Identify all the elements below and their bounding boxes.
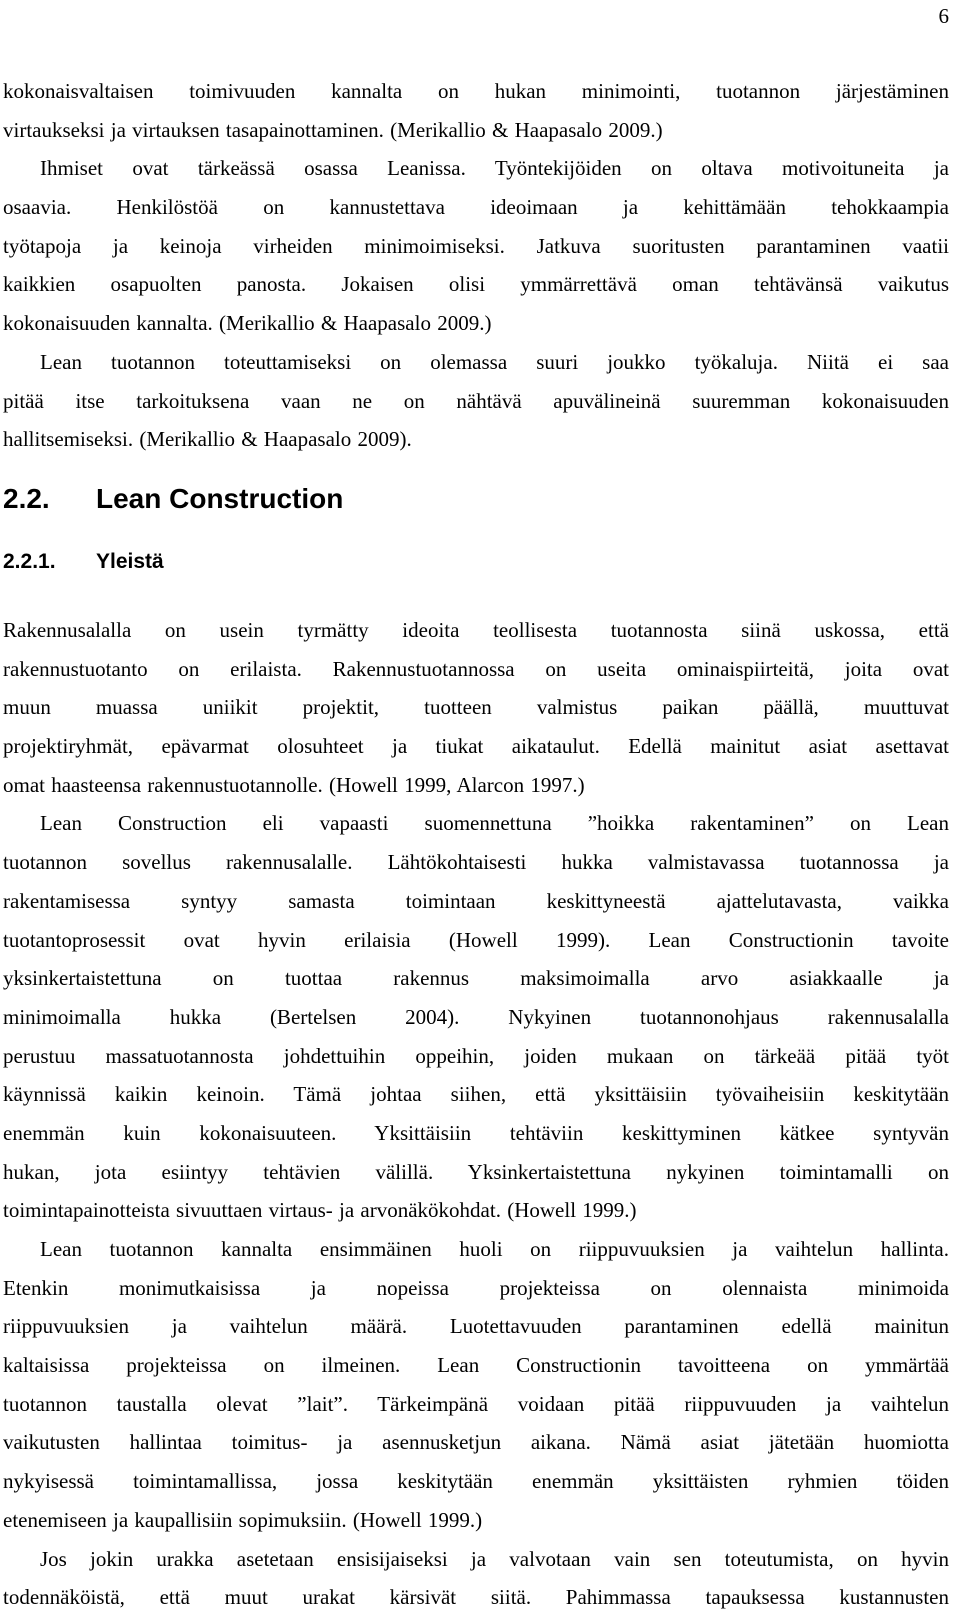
intro-paragraphs: [3, 72, 949, 459]
section-heading: [3, 483, 343, 515]
text-line: Lean Construction eli vapaasti suomennettuna ”hoikka rakentaminen” on Lean: [40, 811, 949, 836]
text-line: etenemiseen ja kaupallisiin sopimuksiin. (Howell 1999.): [3, 1507, 483, 1532]
section-number: 2.2.: [3, 483, 50, 514]
text-line: työtapoja ja keinoja virheiden minimoimiseksi. Jatkuva suoritusten parantaminen vaatii: [3, 233, 949, 258]
subsection-title: Yleistä: [96, 550, 164, 573]
page-number: 6: [938, 4, 949, 28]
text-line: kokonaisuuden kannalta. (Merikallio & Haapasalo 2009.): [3, 311, 492, 336]
text-line: minimoimalla hukka (Bertelsen 2004). Nykyinen tuotannonohjaus rakennusalalla: [3, 1004, 949, 1029]
text-line: projektiryhmät, epävarmat olosuhteet ja tiukat aikataulut. Edellä mainitut asiat asettavat: [3, 734, 949, 759]
text-line: Etenkin monimutkaisissa ja nopeissa projekteissa on olennaista minimoida: [3, 1275, 949, 1300]
text-line: rakentamisessa syntyy samasta toimintaan keskittyneestä ajattelutavasta, vaikka: [3, 888, 949, 913]
text-line: tuotantoprosessit ovat hyvin erilaisia (Howell 1999). Lean Constructionin tavoite: [3, 927, 949, 952]
text-line: vaikutusten hallintaa toimitus- ja asennusketjun aikana. Nämä asiat jätetään huomiotta: [3, 1430, 949, 1455]
text-line: hukan, jota esiintyy tehtävien välillä. Yksinkertaistettuna nykyinen toimintamalli on: [3, 1159, 949, 1184]
text-line: omat haasteensa rakennustuotannolle. (Howell 1999, Alarcon 1997.): [3, 772, 585, 797]
text-line: osaavia. Henkilöstöä on kannustettava ideoimaan ja kehittämään tehokkaampia: [3, 195, 949, 220]
text-line: virtaukseksi ja virtauksen tasapainottaminen. (Merikallio & Haapasalo 2009.): [3, 117, 663, 142]
text-line: yksinkertaistettuna on tuottaa rakennus maksimoimalla arvo asiakkaalle ja: [3, 966, 949, 991]
text-line: tuotannon sovellus rakennusalalle. Lähtökohtaisesti hukka valmistavassa tuotannossa ja: [3, 850, 949, 875]
text-line: Ihmiset ovat tärkeässä osassa Leanissa. Työntekijöiden on oltava motivoituneita ja: [40, 156, 949, 181]
text-line: tuotannon taustalla olevat ”lait”. Tärkeimpänä voidaan pitää riippuvuuden ja vaihtelun: [3, 1391, 949, 1416]
subsection-heading: [3, 550, 164, 574]
text-line: toimintapainotteista sivuuttaen virtaus- ja arvonäkökohdat. (Howell 1999.): [3, 1198, 637, 1223]
text-line: käynnissä kaikin keinoin. Tämä johtaa siihen, että yksittäisiin työvaiheisiin keskitytään: [3, 1082, 949, 1107]
text-line: Jos jokin urakka asetetaan ensisijaiseksi ja valvotaan vain sen toteutumista, on hyvin: [40, 1546, 949, 1571]
text-line: Lean tuotannon kannalta ensimmäinen huoli on riippuvuuksien ja vaihtelun hallinta.: [40, 1237, 949, 1261]
subsection-number: 2.2.1.: [3, 550, 56, 573]
text-line: hallitsemiseksi. (Merikallio & Haapasalo 2009).: [3, 427, 412, 452]
text-line: kaltaisissa projekteissa on ilmeinen. Lean Constructionin tavoitteena on ymmärtää: [3, 1353, 949, 1378]
text-line: nykyisessä toimintamallissa, jossa keskitytään enemmän yksittäisten ryhmien töiden: [3, 1469, 949, 1494]
text-line: rakennustuotanto on erilaista. Rakennustuotannossa on useita ominaispiirteitä, joita ovat: [3, 656, 949, 681]
text-line: Rakennusalalla on usein tyrmätty ideoita teollisesta tuotannosta siinä uskossa, että: [3, 618, 949, 642]
text-line: enemmän kuin kokonaisuuteen. Yksittäisiin tehtäviin keskittyminen kätkee syntyvän: [3, 1120, 949, 1145]
text-line: kaikkien osapuolten panosta. Jokaisen olisi ymmärrettävä oman tehtävänsä vaikutus: [3, 272, 949, 297]
section-title: Lean Construction: [96, 483, 344, 514]
text-line: perustuu massatuotannosta johdettuihin oppeihin, joiden mukaan on tärkeää pitää työt: [3, 1043, 949, 1068]
text-line: muun muassa uniikit projektit, tuotteen valmistus paikan päällä, muuttuvat: [3, 695, 949, 720]
text-line: Lean tuotannon toteuttamiseksi on olemassa suuri joukko työkaluja. Niitä ei saa: [40, 349, 949, 374]
text-line: kokonaisvaltaisen toimivuuden kannalta on hukan minimointi, tuotannon järjestäminen: [3, 79, 949, 103]
body-paragraphs: [3, 611, 949, 1617]
text-line: riippuvuuksien ja vaihtelun määrä. Luotettavuuden parantaminen edellä mainitun: [3, 1314, 949, 1339]
text-line: pitää itse tarkoituksena vaan ne on nähtävä apuvälineinä suuremman kokonaisuuden: [3, 388, 949, 413]
text-line: todennäköistä, että muut urakat kärsivät siitä. Pahimmassa tapauksessa kustannusten: [3, 1585, 949, 1610]
